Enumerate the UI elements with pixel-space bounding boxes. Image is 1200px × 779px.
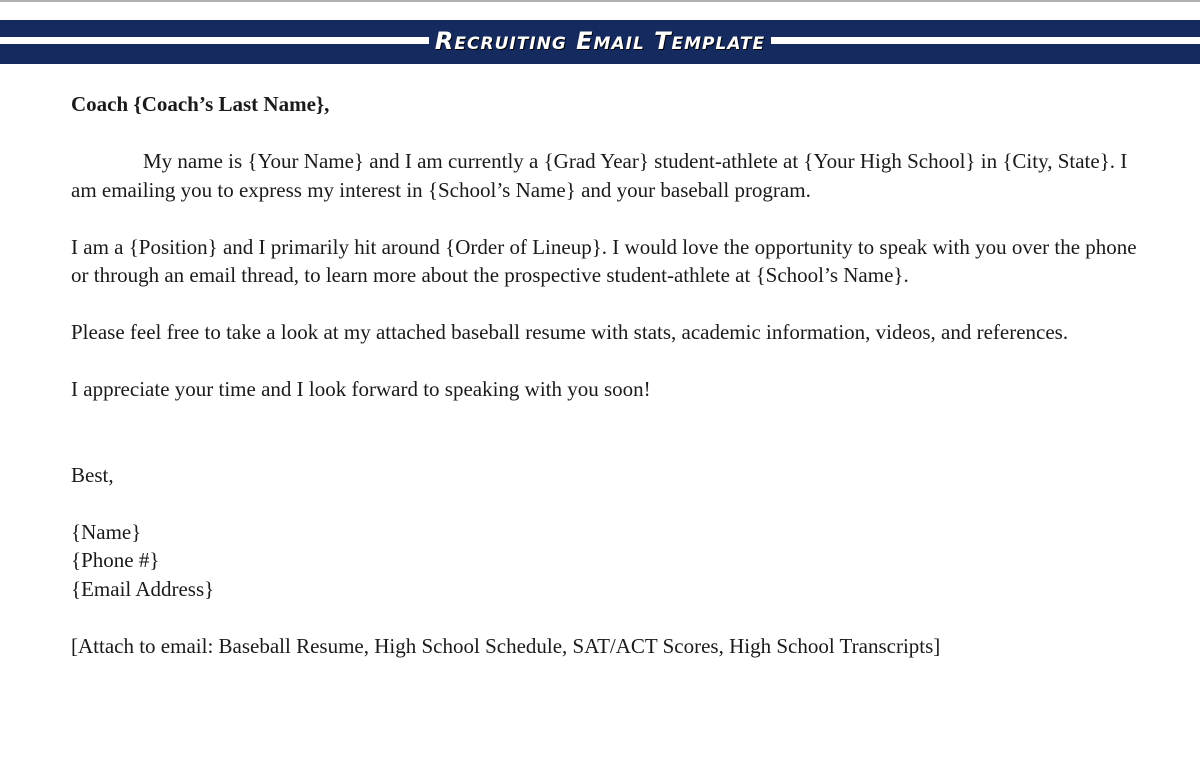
page-title: Recruiting Email Template [429, 22, 771, 60]
signature-email: {Email Address} [71, 576, 215, 601]
signature-block [71, 518, 1141, 604]
signature-phone: {Phone #} [71, 548, 160, 572]
signature-name: {Name} [71, 519, 142, 544]
letter-body [71, 90, 1141, 689]
paragraph-position: I am a {Position} and I primarily hit around {Order of Lineup}. I would love the opportunity to speak with you over the phone or through an email thread, to learn more about the prospective student-athlete at {School’s Name}. [71, 234, 1137, 287]
header [0, 22, 1200, 60]
paragraph-thanks: I appreciate your time and I look forward to speaking with you soon! [71, 377, 651, 401]
paragraph-resume: Please feel free to take a look at my attached baseball resume with stats, academic information, videos, and references. [71, 320, 1069, 344]
greeting: Coach {Coach’s Last Name}, [71, 92, 330, 116]
attachments-note: [Attach to email: Baseball Resume, High School Schedule, SAT/ACT Scores, High School Transcripts] [71, 633, 941, 658]
top-border [0, 0, 1200, 2]
closing: Best, [71, 462, 114, 487]
paragraph-intro: My name is {Your Name} and I am currently a {Grad Year} student-athlete at {Your High School} in {City, State}. I am emailing you to express my interest in {School’s Name} and your baseball program. [71, 149, 1128, 202]
